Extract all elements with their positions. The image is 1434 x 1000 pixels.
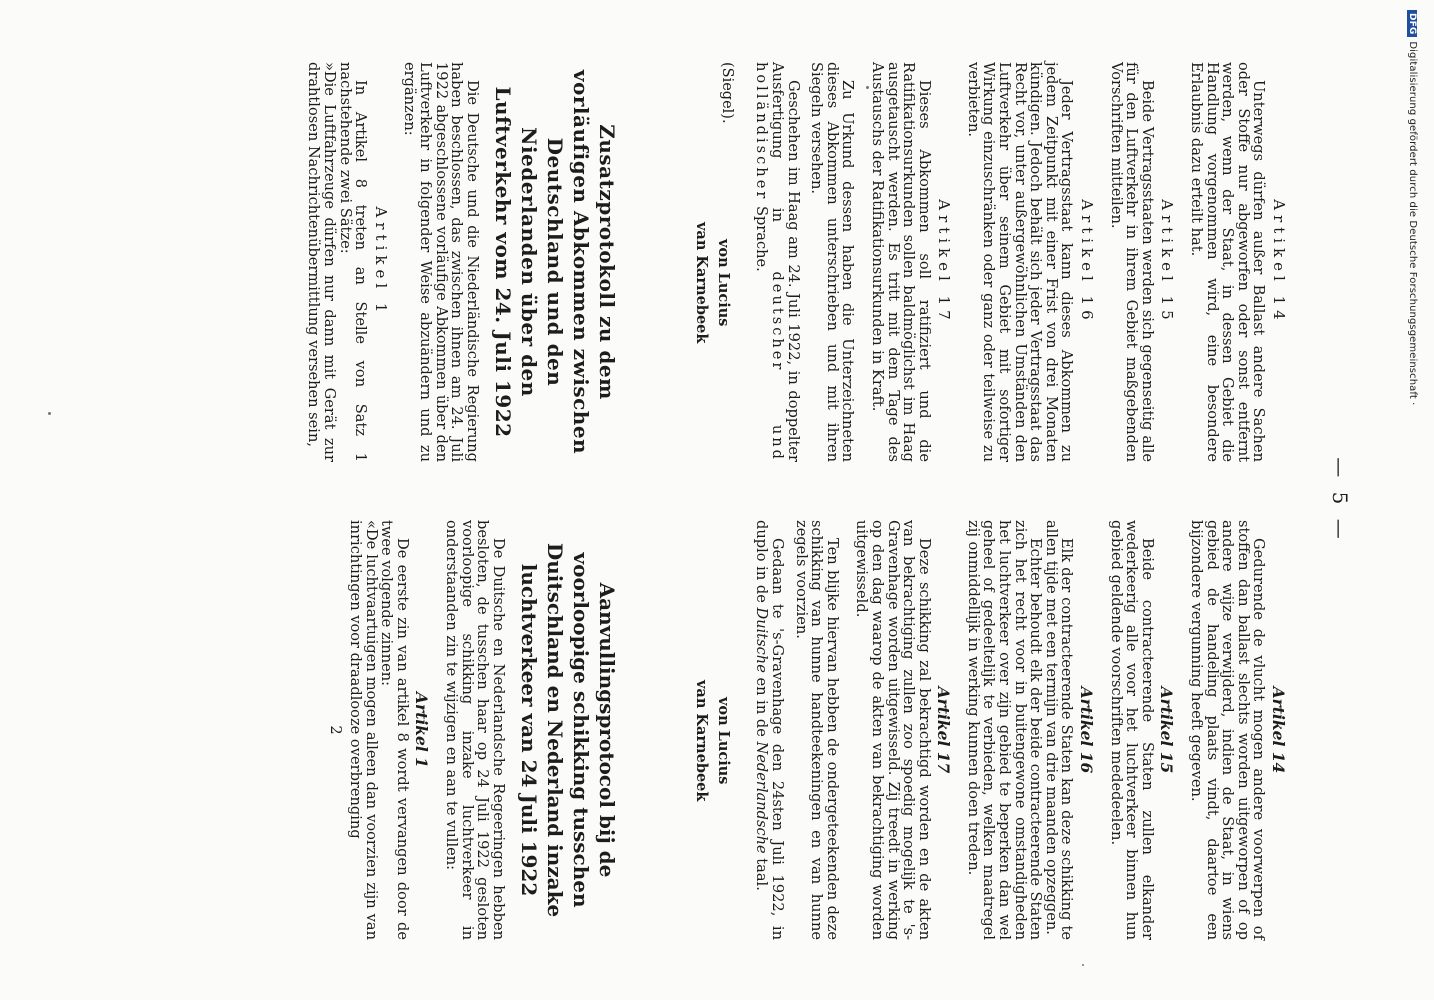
german-protocol-art1-heading: Artikel 1: [371, 206, 390, 318]
dutch-art16-heading: Artikel 16: [1077, 686, 1097, 774]
dutch-art16-text1: Elk der contracteerende Staten kan deze schikking te allen tijde met een termijn van drie maanden opzeggen.: [1042, 520, 1076, 940]
german-art17-heading: Artikel 17: [935, 199, 954, 325]
german-art15-text: Beide Vertragsstaaten werden sich gegenseitig alle für den Luftverkehr in ihrem Gebiet maßgebenden Vorschriften mitteilen.: [1107, 62, 1156, 462]
dutch-done-suffix: taal.: [753, 853, 771, 891]
german-art14-text: Unterwegs dürfen außer Ballast andere Sachen oder Stoffe nur abgeworfen oder sonst entfernt werden, wenn der Staat, in dessen Gebiet die Handlung vorgenommen wird, eine besondere Erlaubnis dazu erteilt hat.: [1188, 62, 1268, 462]
scan-speck: [1082, 964, 1084, 966]
dutch-art16-text2: Echter behoudt elk der beide contracteerende Staten zich het recht voor in buitengewone omstandigheden het luchtverkeer over zijn gebied te beperken dan wel geheel of gedeeltelijk te verbieden, welken maatregel zij onmiddellijk in werking kunnen doen treden.: [964, 520, 1045, 940]
german-protocol-intro: Die Deutsche und die Niederländische Regierung haben beschlossen, das zwischen ihnen am 24. Juli 1922 abgeschlossene vorläufige Abkommen über den Luftverkehr in folgender Weise abzuändern und zu ergänzen:: [401, 62, 481, 462]
dutch-art15-text: Beide contracteerende Staten zullen elkander wederkeerig alle voor het luchtverkeer binnen hun gebied geldende voorschriften mededeelen.: [1107, 520, 1156, 940]
german-art17-text: Dieses Abkommen soll ratifiziert und die Ratifikationsurkunden sollen baldmöglichst im Haag ausgetauscht werden. Es tritt mit dem Tage des Austauschs der Ratifikationsurkunden in Kraft.: [868, 62, 933, 462]
german-witness: Zu Urkund dessen haben die Unterzeichneten dieses Abkommen unterschrieben und mit ihren Siegeln versehen.: [808, 62, 857, 462]
dutch-protocol-art1-heading: Artikel 1: [412, 692, 432, 768]
dutch-signatories: [690, 680, 734, 801]
digitization-credit: [1404, 10, 1418, 990]
scan-speck: [866, 86, 869, 89]
german-signatory-1: von Lucius: [714, 238, 732, 327]
dutch-art14-text: Gedurende de vlucht mogen andere voorwerpen of stoffen dan ballast slechts worden uitgeworpen of op andere wijze verwijderd, indien de Staat, in wiens gebied de handeling plaats vindt, daartoe een bijzondere vergunning heeft gegeven.: [1188, 520, 1268, 940]
german-art14-heading: Artikel 14: [1270, 199, 1288, 325]
german-signatories: [690, 222, 734, 343]
dutch-art17-heading: Artikel 17: [934, 686, 954, 774]
dutch-done-italic-2: Nederlandsche: [753, 741, 771, 854]
german-protocol-title: Zusatzprotokoll zu dem vorläufigen Abkommen zwischen Deutschland und den Niederlanden über den Luftverkehr vom 24. Juli 1922: [490, 69, 619, 455]
dutch-signature-block: [690, 520, 734, 940]
dutch-signatory-1: von Lucius: [714, 696, 732, 785]
dutch-done-italic-1: Duitsche: [753, 607, 771, 673]
dutch-done-prefix: Gedaan te 's-Gravenhage den 24sten Juli 1922, in duplo in de: [753, 520, 786, 940]
dutch-done-mid: en in de: [753, 672, 771, 742]
german-column: [306, 62, 1300, 462]
dutch-protocol-art1-quote: «De luchtvaartuigen mogen alleen dan voorzien zijn van inrichtingen voor draadlooze overbrenging: [347, 520, 380, 940]
german-done-spaced: deutscher und holländischer: [753, 62, 786, 462]
german-art16-heading: Artikel 16: [1078, 199, 1097, 325]
dutch-column: [328, 520, 1300, 940]
german-seal: (Siegel).: [718, 62, 735, 124]
dutch-art14-heading: Artikel 14: [1269, 686, 1288, 774]
german-signature-block: [690, 62, 734, 462]
dutch-signatory-2: van Karnebeek: [692, 680, 710, 802]
digitization-credit-text: Digitalisierung gefördert durch die Deutsche Forschungsgemeinschaft ·: [1407, 41, 1418, 406]
german-done-prefix: Geschehen im Haag am 24. Juli 1922, in doppelter Ausfertigung in: [768, 62, 802, 462]
german-protocol-art1-quote: »Die Luftfahrzeuge dürfen nur dann mit Gerät zur drahtlosen Nachrichtenübermittlung versehen sein,: [305, 62, 339, 462]
german-protocol-art1-text: In Artikel 8 treten an Stelle von Satz 1 nachstehende zwei Sätze:: [336, 62, 370, 462]
page-number: — 5 —: [1328, 457, 1352, 543]
german-art16-text: Jeder Vertragsstaat kann dieses Abkommen zu jedem Zeitpunkt mit einer Frist von drei Monaten kündigen. Jedoch behält sich jeder Vertragsstaat das Recht vor, unter außergewöhnlichen Umständen den Luftverkehr über seinem Gebiet mit sofortiger Wirkung einzuschränken oder ganz oder teilweise zu verbieten.: [964, 62, 1076, 462]
german-done: [754, 62, 801, 462]
scan-speck: [48, 412, 51, 415]
dutch-art17-text: Deze schikking zal bekrachtigd worden en de akten van bekrachtiging zullen zoo spoedig mogelijk te 's-Gravenhage worden uitgewisseld. Zij treedt in werking op den dag waarop de akten van bekrachtiging worden uitgewisseld.: [853, 520, 933, 940]
german-done-suffix: Sprache.: [753, 201, 771, 272]
dutch-protocol-title: Aanvullingsprotocol bij de voorloopige schikking tusschen Duitschland en Nederland inzake luchtverkeer van 24 Juli 1922: [516, 542, 619, 918]
dfg-logo: DFG: [1407, 10, 1417, 37]
footer-number: 2: [327, 725, 345, 735]
dutch-witness: Ten blijke hiervan hebben de ondergeteekenden deze schikking van hunne handteekeningen en van hunne zegels voorzien.: [792, 520, 841, 940]
dutch-protocol-art1-text: De eerste zin van artikel 8 wordt vervangen door de twee volgende zinnen:: [378, 520, 411, 940]
dutch-done: [754, 520, 785, 940]
rotated-document: [40, 40, 1360, 960]
dutch-art15-heading: Artikel 15: [1157, 686, 1177, 774]
german-art15-heading: Artikel 15: [1158, 199, 1177, 325]
german-signatory-2: van Karnebeek: [692, 222, 710, 344]
dutch-protocol-intro: De Duitsche en Nederlandsche Regeeringen hebben besloten, de tusschen haar op 24 Juli 1922 gesloten voorloopige schikking inzake luchtverkeer in onderstaanden zin te wijzigen en aan te vullen:: [443, 520, 507, 940]
